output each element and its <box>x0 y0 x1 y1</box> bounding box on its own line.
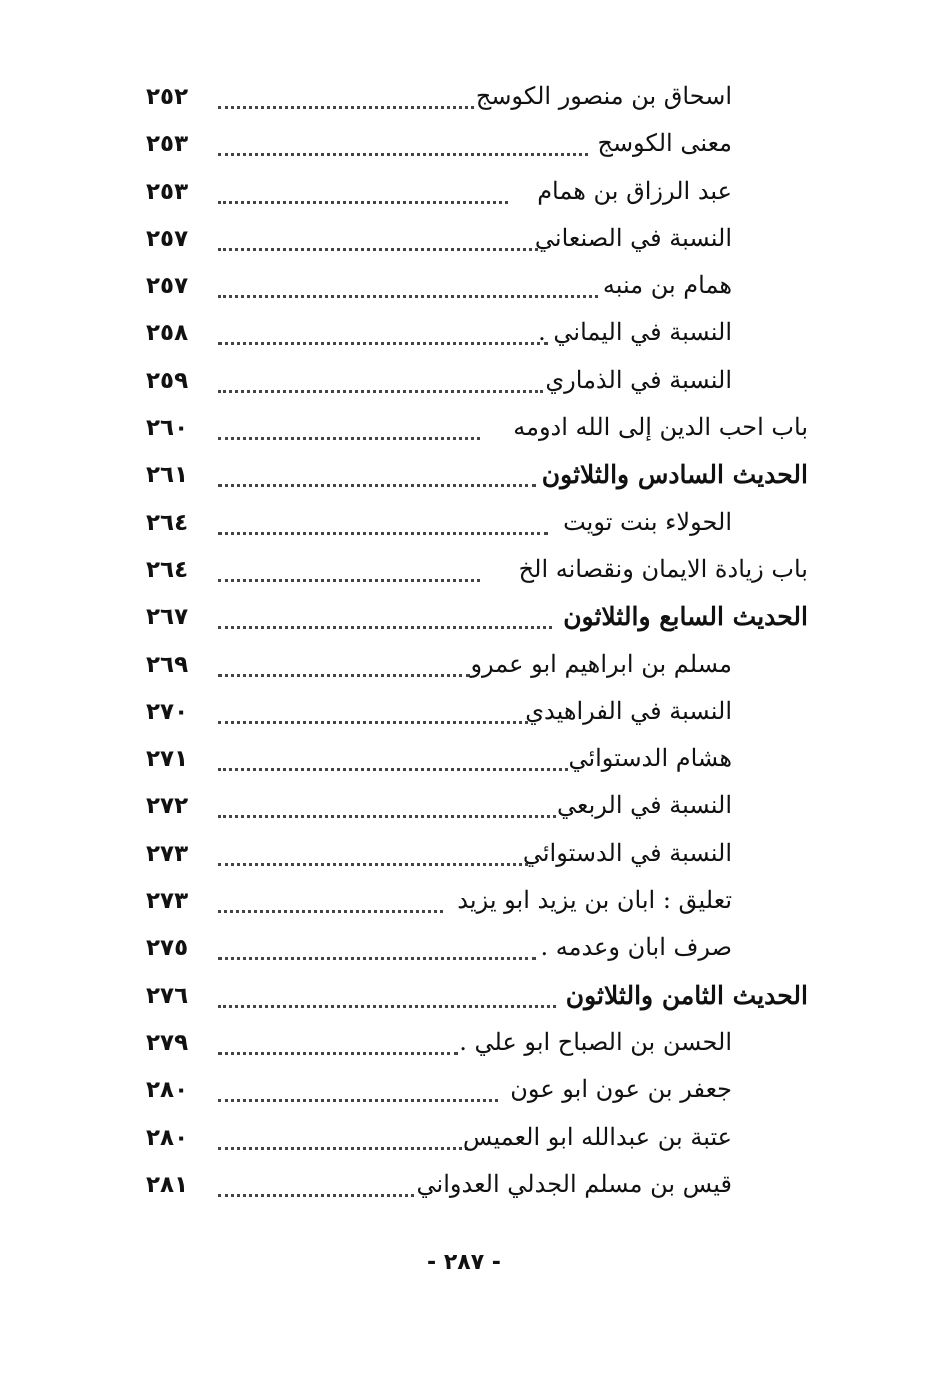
toc-entry <box>0 456 928 503</box>
toc-entry <box>0 740 928 787</box>
toc-entry-title: اسحاق بن منصور الكوسج <box>475 82 732 110</box>
dot-leader <box>218 528 548 535</box>
toc-page-number: ٢٦٠ <box>146 415 189 442</box>
toc-entry <box>0 835 928 882</box>
dot-leader <box>218 575 480 582</box>
toc-entry-title: النسبة في الفراهيدي <box>525 696 732 725</box>
toc-page-number: ٢٧٢ <box>146 793 189 820</box>
toc-page-number: ٢٦٧ <box>146 604 189 631</box>
toc-page-number: ٢٧٥ <box>146 935 189 962</box>
toc-page-number: ٢٧٣ <box>146 840 189 867</box>
toc-page-number: ٢٥٩ <box>146 367 189 394</box>
table-of-contents <box>0 78 928 1213</box>
toc-entry <box>0 314 928 361</box>
dot-leader <box>218 811 556 818</box>
toc-page-number: ٢٧٦ <box>146 982 189 1009</box>
toc-entry <box>0 1119 928 1166</box>
toc-page-number: ٢٧٣ <box>146 888 189 915</box>
dot-leader <box>218 480 536 487</box>
toc-entry <box>0 220 928 267</box>
dot-leader <box>218 149 588 156</box>
toc-entry <box>0 646 928 693</box>
toc-page-number: ٢٦٩ <box>146 651 189 678</box>
toc-entry-title: الحسن بن الصباح ابو علي . <box>459 1027 732 1056</box>
toc-page-number: ٢٥٢ <box>146 84 189 110</box>
toc-entry-title: النسبة في الذماري <box>545 365 732 394</box>
toc-chapter-heading: الحديث الثامن والثلاثون <box>565 980 808 1010</box>
toc-page-number: ٢٥٧ <box>146 225 189 252</box>
toc-entry-title: النسبة في الربعي <box>557 791 732 820</box>
toc-entry-title: النسبة في الصنعاني <box>534 223 732 252</box>
dot-leader <box>218 622 552 629</box>
toc-entry-title: عتبة بن عبدالله ابو العميس <box>462 1122 732 1151</box>
toc-page-number: ٢٥٣ <box>146 178 189 205</box>
toc-entry-title: النسبة في اليماني . <box>538 318 732 347</box>
toc-page-number: ٢٥٣ <box>146 131 189 158</box>
dot-leader <box>218 244 538 251</box>
toc-entry <box>0 787 928 834</box>
toc-entry <box>0 551 928 598</box>
toc-entry <box>0 267 928 314</box>
toc-page-number: ٢٧٩ <box>146 1029 189 1056</box>
toc-entry <box>0 125 928 172</box>
dot-leader <box>218 1048 458 1055</box>
toc-entry-title: صرف ابان وعدمه . <box>540 933 732 962</box>
dot-leader <box>218 338 548 345</box>
dot-leader <box>218 1001 556 1008</box>
toc-entry <box>0 977 928 1024</box>
toc-entry <box>0 409 928 456</box>
toc-entry-title: تعليق : ابان بن يزيد ابو يزيد <box>457 886 732 915</box>
dot-leader <box>218 386 543 393</box>
toc-entry <box>0 693 928 740</box>
toc-entry <box>0 882 928 929</box>
dot-leader <box>218 717 528 724</box>
toc-page-number: ٢٥٨ <box>146 320 189 347</box>
toc-entry-title: مسلم بن ابراهيم ابو عمرو <box>470 649 732 678</box>
toc-page-number: ٢٨١ <box>146 1171 189 1198</box>
toc-entry-title: هشام الدستوائي <box>568 744 732 773</box>
page-number-footer: - ٢٨٧ - <box>427 1250 501 1275</box>
dot-leader <box>218 906 443 913</box>
toc-entry <box>0 1071 928 1118</box>
toc-entry-title: النسبة في الدستوائي <box>522 838 732 867</box>
dot-leader <box>218 291 598 298</box>
dot-leader <box>218 670 470 677</box>
toc-entry <box>0 929 928 976</box>
toc-chapter-heading: الحديث السابع والثلاثون <box>563 602 808 632</box>
dot-leader <box>218 433 480 440</box>
toc-page-number: ٢٨٠ <box>146 1077 189 1104</box>
toc-entry <box>0 1024 928 1071</box>
toc-page-number: ٢٦٤ <box>146 556 189 583</box>
toc-entry-title: معنى الكوسج <box>597 129 732 158</box>
dot-leader <box>218 1143 468 1150</box>
dot-leader <box>218 197 508 204</box>
toc-entry <box>0 173 928 220</box>
toc-entry <box>0 1166 928 1213</box>
toc-entry-title: عبد الرزاق بن همام <box>537 176 732 205</box>
toc-page-number: ٢٨٠ <box>146 1124 189 1151</box>
toc-entry-title: قيس بن مسلم الجدلي العدواني <box>416 1169 732 1198</box>
toc-entry-title: باب زيادة الايمان ونقصانه الخ <box>518 554 808 583</box>
toc-entry <box>0 504 928 551</box>
toc-entry <box>0 78 928 125</box>
toc-page-number: ٢٦١ <box>146 462 189 489</box>
dot-leader <box>218 764 568 771</box>
toc-entry <box>0 598 928 645</box>
dot-leader <box>218 102 474 109</box>
toc-entry-title: همام بن منبه <box>602 271 732 300</box>
dot-leader <box>218 859 528 866</box>
toc-page-number: ٢٧٠ <box>146 698 189 725</box>
toc-entry-title: باب احب الدين إلى الله ادومه <box>513 413 808 442</box>
dot-leader <box>218 953 536 960</box>
toc-entry <box>0 362 928 409</box>
dot-leader <box>218 1095 498 1102</box>
toc-entry-title: جعفر بن عون ابو عون <box>510 1075 732 1104</box>
toc-page-number: ٢٥٧ <box>146 273 189 300</box>
toc-entry-title: الحولاء بنت تويت <box>563 507 732 536</box>
toc-chapter-heading: الحديث السادس والثلاثون <box>541 460 808 490</box>
toc-page-number: ٢٦٤ <box>146 509 189 536</box>
toc-page-number: ٢٧١ <box>146 746 189 773</box>
dot-leader <box>218 1190 414 1197</box>
